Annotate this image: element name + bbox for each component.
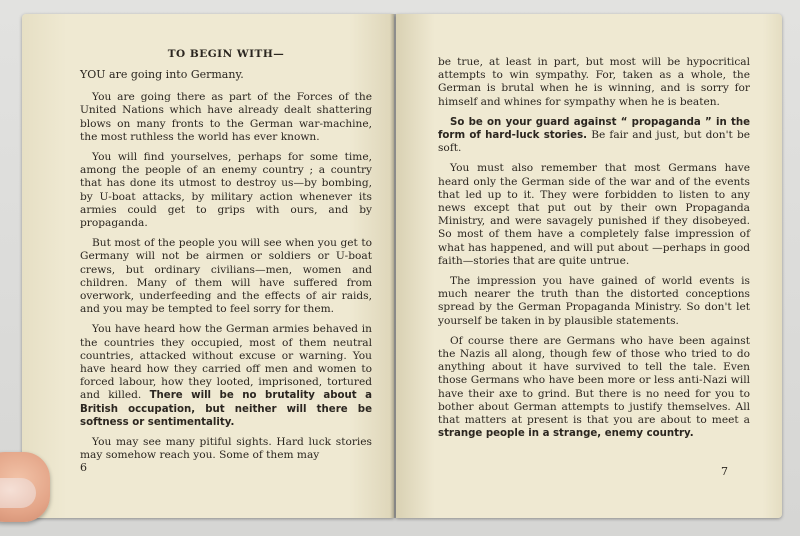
page-number: 6 [80,461,87,474]
paragraph: You must also remember that most Germans have heard only the German side of the war and of the events that led up to it. They were forbidden to listen to any news except that put out by their own Propaganda Ministry, and were savagely punished if they disobeyed. So most of them have a completely false impression of what has happened, and will put about —perhaps in good faith—stories that are quite untrue. [438,162,750,267]
open-booklet [18,14,786,520]
paragraph-text: Of course there are Germans who have been against the Nazis all along, though few of those who tried to do anything about it have survived to tell the tale. Even those Germans who have been more or less anti-Nazi will have their axe to grind. But there is no need for you to bother about German attempts to justify themselves. All that matters at present is that you are about to meet a [438,334,750,427]
paragraph [80,323,372,429]
bold-statement: strange people in a strange, enemy country. [438,428,694,440]
paragraph: You will find yourselves, perhaps for some time, among the people of an enemy country ; a country that has done its utmost to destroy us—by bombing, by U-boat attacks, by military action whenever its armies could get to grips with ours, and by propaganda. [80,151,372,230]
right-page [396,14,782,518]
paragraph: You may see many pitiful sights. Hard luck stories may somehow reach you. Some of them may [80,436,372,462]
paragraph: The impression you have gained of world events is much nearer the truth than the distorted conceptions spread by the German Propaganda Ministry. So don't let yourself be taken in by plausible statements. [438,275,750,327]
paragraph-text: You have heard how the German armies behaved in the countries they occupied, most of them neutral countries, attacked without excuse or warning. You have heard how they carried off men and women to forced labour, how they looted, imprisoned, tortured and killed. [80,323,372,402]
paragraph: But most of the people you will see when you get to Germany will not be airmen or soldiers or U-boat crews, but ordinary civilians—men, women and children. Many of them will have suffered from overwork, underfeeding and the effects of air raids, and you may be tempted to feel sorry for them. [80,237,372,316]
bold-statement: There will be no brutality about a British occupation, but neither will there be softness or sentimentality. [80,390,373,428]
thumbnail-nail [0,478,36,508]
page-number: 7 [721,465,728,478]
paragraph-text: Be fair and just, but don't be soft. [438,129,750,155]
paragraph: be true, at least in part, but most will be hypocritical attempts to win sympathy. For, taken as a whole, the German is brutal when he is winning, and is sorry for himself and whines for sympathy when he is beaten. [438,56,750,108]
left-page [22,14,394,518]
bold-statement: So be on your guard against “ propaganda ” in the form of hard-luck stories. [438,116,750,142]
paragraph: You are going there as part of the Forces of the United Nations which have already dealt shattering blows on many fronts to the German war-machine, the most ruthless the world has ever known. [80,91,372,143]
paragraph [438,116,750,156]
chapter-heading: TO BEGIN WITH— [167,48,285,60]
intro-line: YOU are going into Germany. [80,68,244,81]
paragraph [438,335,750,441]
